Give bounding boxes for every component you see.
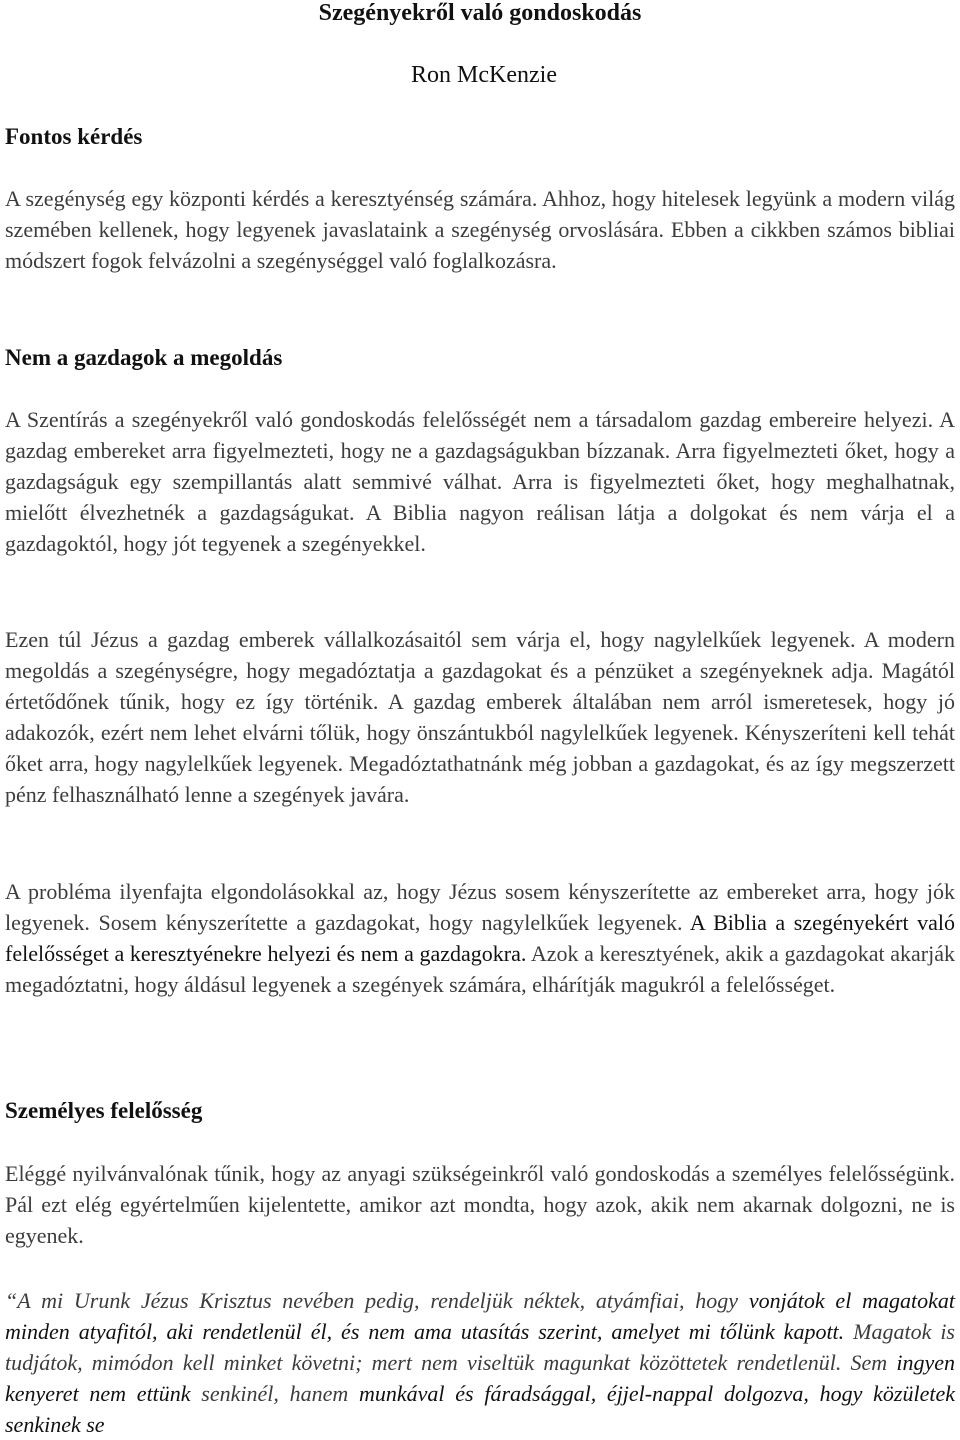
quote-part-2: vonjátok el magatokat minden atyafitól, aki rendetlenül él, és nem ama utasítás szerint, amelyet mi tőlünk kapott. (5, 1288, 955, 1344)
quote-part-4: ingyen kenyeret nem ettünk (5, 1350, 955, 1406)
bible-quote (5, 1285, 955, 1440)
document-author: Ron McKenzie (411, 62, 557, 88)
quote-part-1: “A mi Urunk Jézus Krisztus nevében pedig, rendeljük néktek, atyámfiai, hogy (5, 1288, 749, 1313)
paragraph-ezen-tul: Ezen túl Jézus a gazdag emberek vállalkozásaitól sem várja el, hogy nagylelkűek legyenek. A modern megoldás a szegénységre, hogy megadóztatja a gazdagokat és a pénzüket a szegényeknek adja. Magától értetődőnek tűnik, hogy ez így történik. A gazdag emberek általában nem arról ismeretesek, hogy jó adakozók, ezért nem lehet elvárni tőlük, hogy önszántukból nagylelkűek legyenek. Kényszeríteni kell tehát őket arra, hogy nagylelkűek legyenek. Megadóztathatnánk még jobban a gazdagokat, és az így megszerzett pénz felhasználható lenne a szegények javára. (5, 627, 955, 807)
paragraph-problema-text-1: A probléma ilyenfajta elgondolásokkal az, hogy Jézus sosem kényszerítette az embereket arra, hogy jók legyenek. Sosem kényszerítette a gazdagokat, hogy nagylelkűek legyenek. (5, 879, 955, 935)
paragraph-intro: A szegénység egy központi kérdés a keresztyénség számára. Ahhoz, hogy hitelesek legyünk a modern világ szemében kellenek, hogy legyenek javaslataink a szegénység orvoslására. Ebben a cikkben számos bibliai módszert fogok felvázolni a szegénységgel való foglalkozásra. (5, 186, 955, 273)
quote-part-6: munkával és fáradsággal, éjjel-nappal dolgozva, hogy közületek senkinek se (5, 1381, 955, 1437)
paragraph-problema-emphasis: A Biblia a szegényekért való felelősséget a keresztyénekre helyezi és nem a gazdagokra. (5, 910, 956, 966)
paragraph-problema-text-2: Azok a keresztyének, akik a gazdagokat akarják megadóztatni, hogy áldásul legyenek a szegények számára, elhárítják magukról a felelősséget. (5, 941, 955, 997)
section-heading-szemelyes-felelosseg: Személyes felelősség (5, 1098, 203, 1123)
document-title: Szegényekről való gondoskodás (318, 0, 642, 26)
section-heading-fontos-kerdes: Fontos kérdés (5, 124, 143, 149)
section-heading-nem-a-gazdagok: Nem a gazdagok a megoldás (5, 345, 283, 370)
paragraph-szentiras: A Szentírás a szegényekről való gondoskodás felelősségét nem a társadalom gazdag embereire helyezi. A gazdag embereket arra figyelmezteti, hogy ne a gazdagságukban bízzanak. Arra figyelmezteti őket, hogy a gazdagságuk egy szempillantás alatt semmivé válhat. Arra is figyelmezteti őket, hogy meghalhatnak, mielőtt élvezhetnék a gazdagságukat. A Biblia nagyon reálisan látja a dolgokat és nem várja el a gazdagoktól, hogy jót tegyenek a szegényekkel. (5, 407, 955, 556)
quote-part-3: Magatok is tudjátok, mimódon kell minket követni; mert nem viseltük magunkat közöttetek rendetlenül. Sem (5, 1319, 955, 1375)
paragraph-problema (5, 876, 955, 1000)
quote-part-5: senkinél, hanem (190, 1381, 360, 1406)
paragraph-eleggé: Eléggé nyilvánvalónak tűnik, hogy az anyagi szükségeinkről való gondoskodás a személyes felelősségünk. Pál ezt elég egyértelműen kijelentette, amikor azt mondta, hogy azok, akik nem akarnak dolgozni, ne is egyenek. (5, 1161, 955, 1248)
